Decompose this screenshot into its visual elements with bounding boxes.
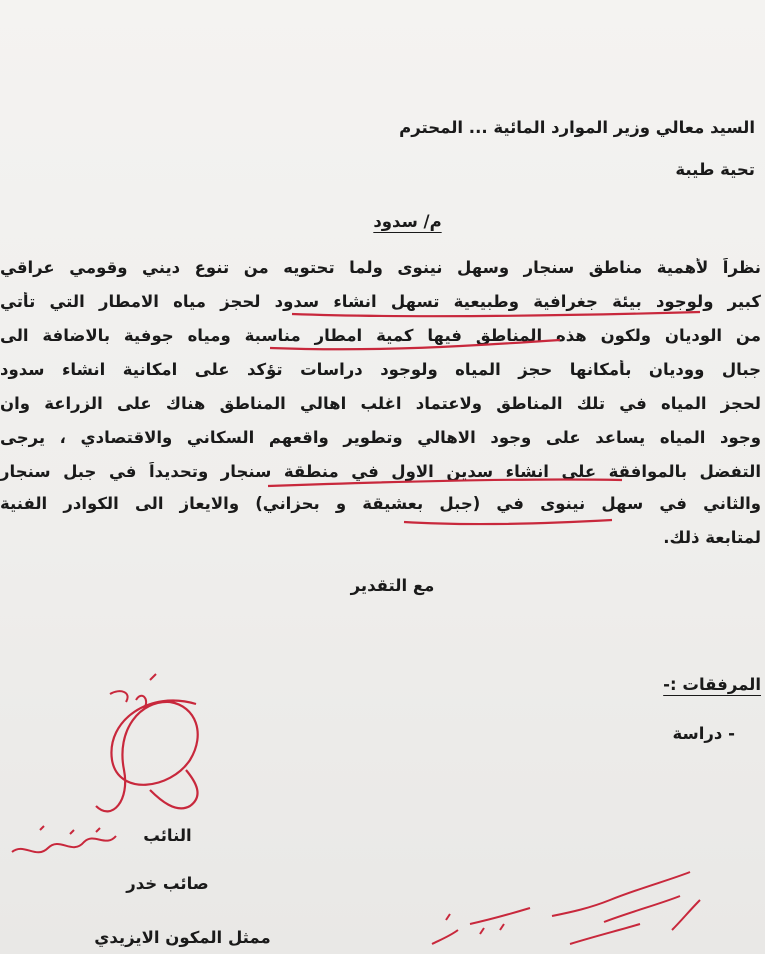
signature-initials: [110, 674, 156, 708]
addressee-line: السيد معالي وزير الموارد المائية ... المحترم: [399, 118, 755, 137]
signature-role: ممثل المكون الايزيدي: [94, 928, 271, 947]
signature-scribble: [96, 701, 198, 812]
body-line-1: نظراً لأهمية مناطق سنجار وسهل نينوى ولما تحتويه من تنوع ديني وقومي عراقي: [0, 258, 761, 277]
body-line-6: وجود المياه يساعد على وجود الاهالي وتطوير واقعهم السكاني والاقتصادي ، يرجى: [0, 428, 761, 447]
attachment-item: - دراسة: [672, 724, 735, 743]
underline-4: [404, 520, 612, 524]
attachments-title: [663, 675, 761, 695]
body-line-7: التفضل بالموافقة على انشاء سدين الاول في منطقة سنجار وتحديداً في جبل سنجار: [0, 462, 761, 481]
body-line-8: والثاني في سهل نينوى في (جبل بعشيقة و بحزاني) والايعاز الى الكوادر الفنية: [0, 494, 761, 513]
signature-title: النائب: [143, 826, 192, 845]
subject-text: م/ سدود: [373, 212, 442, 231]
body-line-3: من الوديان ولكون هذه المناطق فيها كمية امطار مناسبة ومياه جوفية بالاضافة الى: [0, 326, 761, 345]
underline-1: [292, 312, 700, 316]
greeting-line: تحية طيبة: [675, 160, 755, 179]
subject-line: [25, 212, 765, 231]
attachments-title-text: المرفقات :-: [663, 675, 761, 694]
body-line-4: جبال ووديان بأمكانها حجز المياه ولوجود دراسات تؤكد على امكانية انشاء سدود: [0, 360, 761, 379]
signature-name: صائب خدر: [126, 874, 209, 893]
body-line-5: لحجز المياه في تلك المناطق ولاعتماد اغلب اهالي المناطق هناك على الزراعة وان: [0, 394, 761, 413]
body-line-2: كبير ولوجود بيئة جغرافية وطبيعية تسهل انشاء سدود لحجز مياه الامطار التي تأتي: [0, 292, 761, 311]
body-line-9: لمتابعة ذلك.: [663, 528, 761, 547]
closing-line: مع التقدير: [350, 576, 435, 595]
handwritten-note-strokes: [552, 872, 700, 944]
